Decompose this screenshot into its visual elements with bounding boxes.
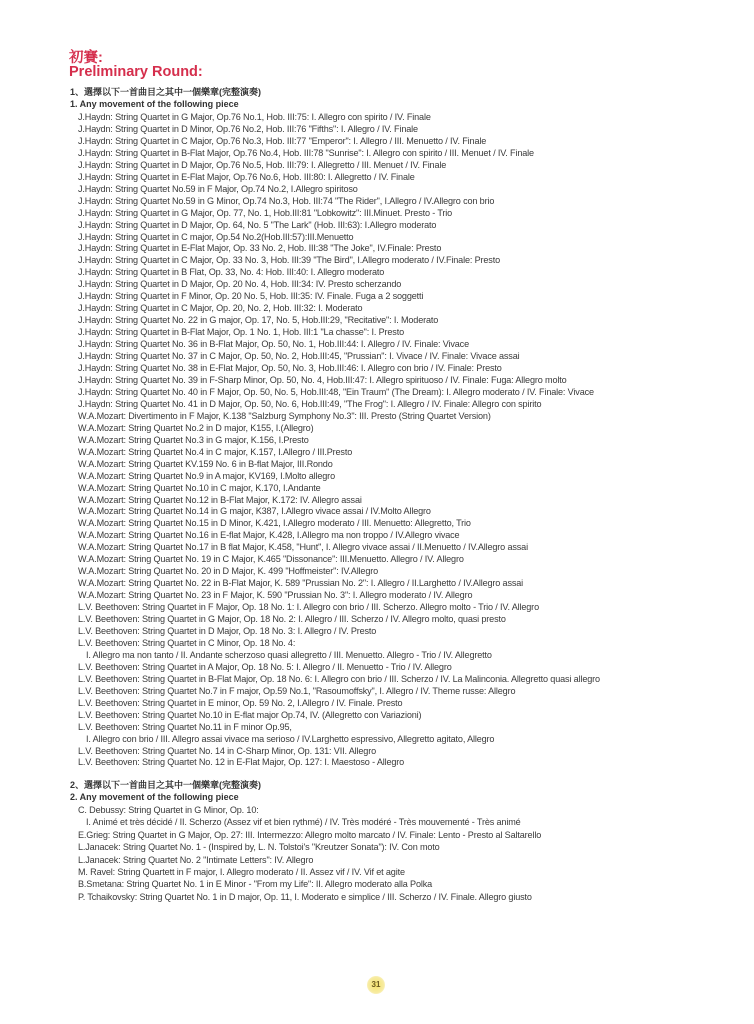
piece-list-item: J.Haydn: String Quartet No. 36 in B-Flat Major, Op. 50, No. 1, Hob.III:44: I. Allegro / IV. Finale: Vivace	[78, 339, 469, 350]
piece-list-item: M. Ravel: String Quartett in F major, I. Allegro moderato / II. Assez vif / IV. Vif et agite	[78, 866, 405, 877]
piece-list-item: J.Haydn: String Quartet No. 37 in C Major, Op. 50, No. 2, Hob.III:45, "Prussian": I. Vivace / IV. Finale: Vivace assai	[78, 351, 520, 362]
piece-movements-line: I. Allegro ma non tanto / II. Andante scherzoso quasi allegretto / III. Menuetto. Allegro - Trio / IV. Allegretto	[86, 649, 492, 660]
piece-list-item: J.Haydn: String Quartet in D Minor, Op.76 No.2, Hob. III:76 "Fifths": I. Allegro / IV. Finale	[78, 123, 418, 134]
piece-list-item: W.A.Mozart: String Quartet No. 19 in C Major, K.465 "Dissonance": III.Menuetto. Allegro / IV. Allegro	[78, 554, 464, 565]
section-2-piece-list	[78, 804, 541, 903]
piece-list-item: P. Tchaikovsky: String Quartet No. 1 in D major, Op. 11, I. Moderato e simplice / III. Scherzo / IV. Finale. Allegro giusto	[78, 891, 532, 902]
piece-list-item: J.Haydn: String Quartet No. 41 in D Major, Op. 50, No. 6, Hob.III:49, "The Frog": I. Allegro / IV. Finale: Allegro con spirito	[78, 398, 542, 409]
section-1-heading-zh: 1、選擇以下一首曲目之其中一個樂章(完整演奏)	[70, 87, 262, 97]
piece-list-item: L.V. Beethoven: String Quartet No. 12 in E-Flat Major, Op. 127: I. Maestoso - Allegro	[78, 757, 405, 768]
piece-list-item: W.A.Mozart: String Quartet No.16 in E-flat Major, K.428, I.Allegro ma non troppo / IV.Allegro vivace	[78, 530, 460, 541]
piece-list-item: J.Haydn: String Quartet in C Major, Op. 20, No. 2, Hob. III:32: I. Moderato	[78, 303, 363, 314]
piece-list-item: L.Janacek: String Quartet No. 1 - (Inspired by, L. N. Tolstoi's "Kreutzer Sonata"): IV. Con moto	[78, 842, 440, 853]
piece-list-item: W.A.Mozart: String Quartet No. 22 in B-Flat Major, K. 589 "Prussian No. 2": I. Allegro / II.Larghetto / IV.Allegro assai	[78, 578, 524, 589]
piece-list-item: W.A.Mozart: String Quartet No.14 in G major, K387, I.Allegro vivace assai / IV.Molto Allegro	[78, 506, 431, 517]
piece-list-item: W.A.Mozart: String Quartet No.17 in B flat Major, K.458, "Hunt", I. Allegro vivace assai / II.Menuetto / IV.Allegro assai	[78, 542, 528, 553]
piece-list-item: J.Haydn: String Quartet in B-Flat Major, Op. 1 No. 1, Hob. III:1 "La chasse": I. Presto	[78, 327, 404, 338]
piece-list-item: J.Haydn: String Quartet in G Major, Op. 77, No. 1, Hob.III:81 "Lobkowitz": III.Minuet. Presto - Trio	[78, 207, 453, 218]
piece-list-item: J.Haydn: String Quartet No.59 in G Minor, Op.74 No.3, Hob. III:74 "The Rider", I.Allegro / IV.Allegro con brio	[78, 195, 495, 206]
piece-list-item: L.V. Beethoven: String Quartet in A Major, Op. 18 No. 5: I. Allegro / II. Menuetto - Trio / IV. Allegro	[78, 661, 452, 672]
piece-movements-line: I. Animé et très décidé / II. Scherzo (Assez vif et bien rythmé) / IV. Très modéré - Très mouvementé - Très animé	[86, 817, 521, 828]
piece-list-item: J.Haydn: String Quartet in B Flat, Op. 33, No. 4: Hob. III:40: I. Allegro moderato	[78, 267, 385, 278]
piece-list-item: L.V. Beethoven: String Quartet in B-Flat Major, Op. 18 No. 6: I. Allegro con brio / III. Scherzo / IV. La Malinconia. Allegretto quasi allegro	[78, 673, 600, 684]
piece-list-item: B.Smetana: String Quartet No. 1 in E Minor - "From my Life": II. Allegro moderato alla Polka	[78, 879, 433, 890]
piece-list-item: W.A.Mozart: String Quartet No.3 in G major, K.156, I.Presto	[78, 434, 309, 445]
piece-list-item: C. Debussy: String Quartet in G Minor, Op. 10:	[78, 805, 259, 815]
piece-list-item: W.A.Mozart: String Quartet No.10 in C major, K.170, I.Andante	[78, 482, 321, 493]
piece-list-item: L.V. Beethoven: String Quartet No. 14 in C-Sharp Minor, Op. 131: VII. Allegro	[78, 745, 376, 756]
piece-list-item: W.A.Mozart: String Quartet No.4 in C major, K.157, I.Allegro / III.Presto	[78, 446, 353, 457]
piece-list-item: J.Haydn: String Quartet in D Major, Op. 64, No. 5 "The Lark" (Hob. III:63): I.Allegro moderato	[78, 219, 437, 230]
piece-list-item: J.Haydn: String Quartet in C major, Op.54 No.2(Hob.III:57):III.Menuetto	[78, 231, 354, 242]
piece-list-item: W.A.Mozart: String Quartet KV.159 No. 6 in B-flat Major, III.Rondo	[78, 458, 333, 469]
piece-list-item: E.Grieg: String Quartet in G Major, Op. 27: III. Intermezzo: Allegro molto marcato / IV. Finale: Lento - Presto al Saltarello	[78, 829, 542, 840]
piece-list-item: J.Haydn: String Quartet in E-Flat Major, Op.76 No.6, Hob. III:80: I. Allegretto / IV. Finale	[78, 171, 415, 182]
piece-list-item: J.Haydn: String Quartet in G Major, Op.76 No.1, Hob. III:75: I. Allegro con spirito / IV. Finale	[78, 112, 431, 122]
piece-list-item: L.V. Beethoven: String Quartet in D Major, Op. 18 No. 3: I. Allegro / IV. Presto	[78, 625, 377, 636]
piece-list-item: W.A.Mozart: String Quartet No.2 in D major, K155, I.(Allegro)	[78, 422, 314, 433]
piece-list-item: L.V. Beethoven: String Quartet in E minor, Op. 59 No. 2, I.Allegro / IV. Finale. Presto	[78, 697, 403, 708]
piece-list-item: J.Haydn: String Quartet in C Major, Op.76 No.3, Hob. III:77 "Emperor": I. Allegro / III. Menuetto / IV. Finale	[78, 135, 487, 146]
piece-list-item: L.V. Beethoven: String Quartet No.7 in F major, Op.59 No.1, "Rasoumoffsky", I. Allegro / IV. Theme russe: Allegro	[78, 685, 516, 696]
piece-list-item: W.A.Mozart: String Quartet No.15 in D Minor, K.421, I.Allegro moderato / III. Menuetto: Allegretto, Trio	[78, 518, 471, 529]
piece-list-item: J.Haydn: String Quartet in B-Flat Major, Op.76 No.4, Hob. III:78 "Sunrise": I. Allegro con spirito / III. Menuet / IV. Finale	[78, 147, 534, 158]
title-zh: 初賽:	[69, 50, 103, 66]
piece-list-item: J.Haydn: String Quartet No. 40 in F Major, Op. 50, No. 5, Hob.III:48, "Ein Traum" (The Dream): I. Allegro moderato / IV. Finale: Vivace	[78, 386, 594, 397]
title-en: Preliminary Round:	[69, 64, 203, 80]
piece-list-item: J.Haydn: String Quartet in D Major, Op.76 No.5, Hob. III:79: I. Allegretto / III. Menuet / IV. Finale	[78, 159, 447, 170]
section-1-heading-en: 1. Any movement of the following piece	[70, 99, 239, 109]
piece-list-item: W.A.Mozart: String Quartet No.12 in B-Flat Major, K.172: IV. Allegro assai	[78, 494, 362, 505]
piece-list-item: W.A.Mozart: String Quartet No.9 in A major, KV169, I.Molto allegro	[78, 470, 335, 481]
piece-list-item: L.V. Beethoven: String Quartet No.10 in E-flat major Op.74, IV. (Allegretto con Variazioni)	[78, 709, 422, 720]
section-1-piece-list	[78, 111, 600, 768]
piece-list-item: L.V. Beethoven: String Quartet in C Minor, Op. 18 No. 4:	[78, 637, 296, 648]
piece-list-item: L.V. Beethoven: String Quartet No.11 in F minor Op.95,	[78, 721, 292, 732]
piece-list-item: J.Haydn: String Quartet No. 39 in F-Sharp Minor, Op. 50, No. 4, Hob.III:47: I. Allegro spirituoso / IV. Finale: Fuga: Allegro molto	[78, 374, 567, 385]
piece-list-item: J.Haydn: String Quartet in F Minor, Op. 20 No. 5, Hob. III:35: IV. Finale. Fuga a 2 soggetti	[78, 291, 424, 302]
piece-list-item: L.Janacek: String Quartet No. 2 "Intimate Letters": IV. Allegro	[78, 854, 314, 865]
piece-list-item: J.Haydn: String Quartet in E-Flat Major, Op. 33 No. 2, Hob. III:38 "The Joke", IV.Finale: Presto	[78, 243, 442, 254]
piece-list-item: L.V. Beethoven: String Quartet in F Major, Op. 18 No. 1: I. Allegro con brio / III. Scherzo. Allegro molto - Trio / IV. Allegro	[78, 602, 539, 613]
section-2-heading-zh: 2、選擇以下一首曲目之其中一個樂章(完整演奏)	[70, 780, 262, 790]
piece-list-item: J.Haydn: String Quartet No. 38 in E-Flat Major, Op. 50, No. 3, Hob.III:46: I. Allegro con brio / IV. Finale: Presto	[78, 363, 502, 374]
piece-list-item: W.A.Mozart: String Quartet No. 20 in D Major, K. 499 "Hoffmeister": IV.Allegro	[78, 566, 379, 577]
piece-list-item: W.A.Mozart: String Quartet No. 23 in F Major, K. 590 "Prussian No. 3": I. Allegro moderato / IV. Allegro	[78, 590, 473, 601]
piece-list-item: J.Haydn: String Quartet No.59 in F Major, Op.74 No.2, I.Allegro spiritoso	[78, 183, 358, 194]
piece-list-item: J.Haydn: String Quartet in C Major, Op. 33 No. 3, Hob. III:39 "The Bird", I.Allegro moderato / IV.Finale: Presto	[78, 255, 500, 266]
piece-movements-line: I. Allegro con brio / III. Allegro assai vivace ma serioso / IV.Larghetto espressivo, Allegretto agitato, Allegro	[86, 733, 495, 744]
piece-list-item: W.A.Mozart: Divertimento in F Major, K.138 "Salzburg Symphony No.3": III. Presto (String Quartet Version)	[78, 410, 491, 421]
piece-list-item: J.Haydn: String Quartet in D Major, Op. 20 No. 4, Hob. III:34: IV. Presto scherzando	[78, 279, 402, 290]
section-2-heading-en: 2. Any movement of the following piece	[70, 792, 239, 802]
page-number: 31	[367, 976, 385, 994]
piece-list-item: J.Haydn: String Quartet No. 22 in G major, Op. 17, No. 5, Hob.III:29, "Recitative": I. Moderato	[78, 315, 439, 326]
piece-list-item: L.V. Beethoven: String Quartet in G Major, Op. 18 No. 2: I. Allegro / III. Scherzo / IV. Allegro molto, quasi presto	[78, 614, 506, 625]
